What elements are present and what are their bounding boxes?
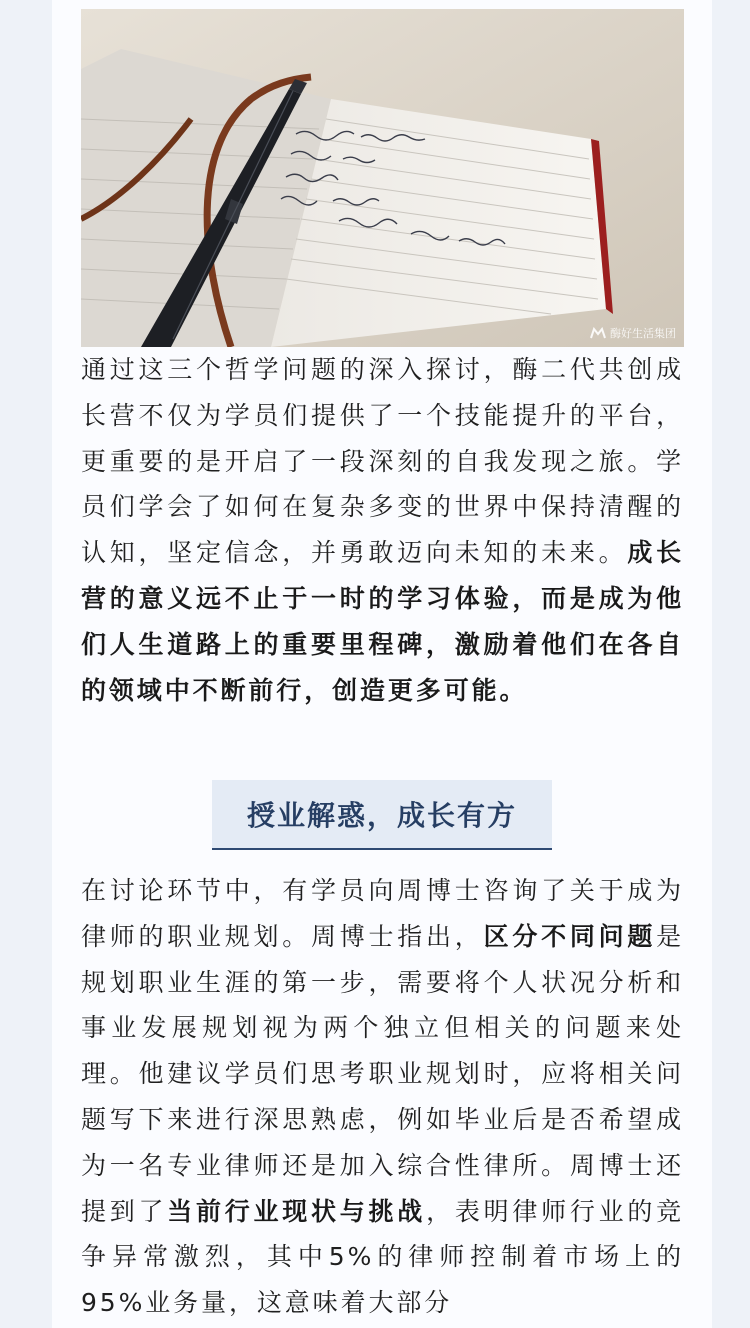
paragraph-bold-text: 成长营的意义远不止于一时的学习体验，而是成为他们人生道路上的重要里程碑，激励着他们在各自的领域中不断前行，创造更多可能。 (81, 538, 684, 705)
paragraph-text: ，表明律师行业的竞争异常激烈，其中5%的律师控制着市场上的95%业务量，这意味着大部分 (81, 1196, 684, 1318)
section-heading-text: 授业解惑，成长有方 (246, 799, 517, 832)
paragraph-text: 在讨论环节中，有学员向周博士咨询了关于成为律师的职业规划。周博士指出， (81, 876, 684, 951)
article-photo (81, 9, 684, 347)
paragraph-bold-text: 区分不同问题 (483, 921, 657, 951)
watermark (590, 325, 676, 341)
paragraph-text: 是规划职业生涯的第一步，需要将个人状况分析和事业发展规划视为两个独立但相关的问题来处理。他建议学员们思考职业规划时，应将相关问题写下来进行深思熟虑，例如毕业后是否希望成为一名专业律师还是加入综合性律所。周博士还提到了 (81, 921, 684, 1226)
watermark-text: 酶好生活集团 (610, 327, 676, 340)
paragraph-bold-text: 当前行业现状与挑战 (167, 1196, 427, 1226)
section-heading (212, 780, 552, 850)
paragraph-career-advice (81, 868, 684, 1326)
paragraph-conclusion (81, 347, 684, 713)
paragraph-text: 通过这三个哲学问题的深入探讨，酶二代共创成长营不仅为学员们提供了一个技能提升的平台，更重要的是开启了一段深刻的自我发现之旅。学员们学会了如何在复杂多变的世界中保持清醒的认知，坚定信念，并勇敢迈向未知的未来。 (81, 355, 684, 568)
brand-logo-icon (590, 327, 606, 339)
notebook-pen-photo-icon (81, 9, 684, 347)
